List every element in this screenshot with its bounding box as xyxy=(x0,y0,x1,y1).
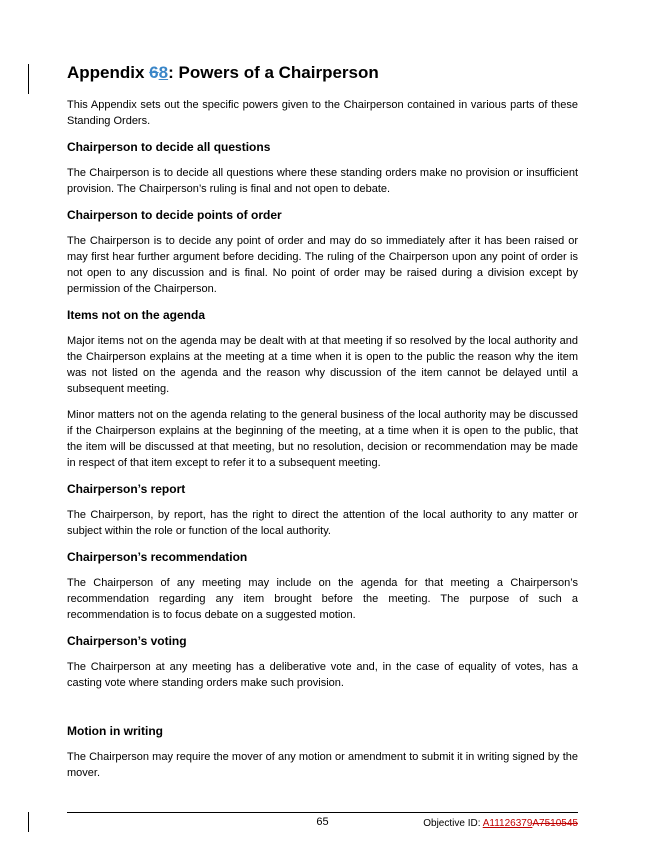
section-paragraph: The Chairperson is to decide all questions where these standing orders make no provision or insufficient provision. The Chairperson’s ruling is final and not open to debate. xyxy=(67,167,578,195)
title-deleted-number: 6 xyxy=(149,63,159,82)
section-points-of-order xyxy=(67,207,578,297)
title-suffix: : Powers of a Chairperson xyxy=(168,63,379,82)
section-paragraph: Minor matters not on the agenda relating to the general business of the local authority may be discussed if the Chairperson explains at the beginning of the meeting, at a time when it is open to the public, that the item will be discussed at that meeting, but no resolution, decision or recommendation may be made in respect of that item except to refer it to a subsequent meeting. xyxy=(67,409,578,469)
section-heading: Chairperson to decide all questions xyxy=(67,140,271,154)
change-bar-title xyxy=(28,64,29,94)
section-heading: Chairperson to decide points of order xyxy=(67,208,282,222)
title-prefix: Appendix xyxy=(67,63,150,82)
content-body xyxy=(67,62,578,791)
section-heading: Chairperson’s voting xyxy=(67,634,187,648)
intro-paragraph: This Appendix sets out the specific powers given to the Chairperson contained in various parts of these Standing Orders. xyxy=(67,99,578,127)
section-chairperson-recommendation xyxy=(67,549,578,623)
section-items-not-on-agenda xyxy=(67,307,578,471)
section-chairperson-voting xyxy=(67,633,578,691)
objective-id-old: A7510545 xyxy=(532,818,578,829)
blank-space xyxy=(67,701,578,723)
page-title xyxy=(67,62,578,84)
section-heading: Chairperson’s recommendation xyxy=(67,550,248,564)
section-heading: Chairperson’s report xyxy=(67,482,186,496)
section-heading: Motion in writing xyxy=(67,724,163,738)
section-paragraph: The Chairperson is to decide any point of order and may do so immediately after it has been raised or may first hear further argument before deciding. The ruling of the Chairperson upon any point of order is not open to any discussion and is final. No point of order may be raised during a division except by permission of the Chairperson. xyxy=(67,235,578,295)
section-decide-questions xyxy=(67,139,578,197)
objective-id-new: A11126379 xyxy=(482,818,533,829)
section-paragraph: The Chairperson at any meeting has a deliberative vote and, in the case of equality of votes, has a casting vote where standing orders make such provision. xyxy=(67,661,578,689)
section-paragraph: The Chairperson of any meeting may include on the agenda for that meeting a Chairperson’s recommendation regarding any item brought before the meeting. The purpose of such a recommendation is to focus debate on a suggested motion. xyxy=(67,577,578,621)
section-paragraph: Major items not on the agenda may be dealt with at that meeting if so resolved by the local authority and the Chairperson explains at the meeting at a time when it is open to the public the reason why the item was not listed on the agenda and the reason why discussion of the item cannot be delayed until a subsequent meeting. xyxy=(67,335,578,395)
section-paragraph: The Chairperson, by report, has the right to direct the attention of the local authority to any matter or subject within the role or function of the local authority. xyxy=(67,509,578,537)
title-inserted-number: 8 xyxy=(158,63,169,82)
section-paragraph: The Chairperson may require the mover of any motion or amendment to submit it in writing signed by the mover. xyxy=(67,751,578,779)
section-chairperson-report xyxy=(67,481,578,539)
section-motion-in-writing xyxy=(67,723,578,781)
footer-divider xyxy=(67,812,578,813)
objective-label: Objective ID: xyxy=(423,818,483,829)
page-number: 65 xyxy=(316,816,329,828)
objective-id xyxy=(423,818,578,829)
section-heading: Items not on the agenda xyxy=(67,308,206,322)
